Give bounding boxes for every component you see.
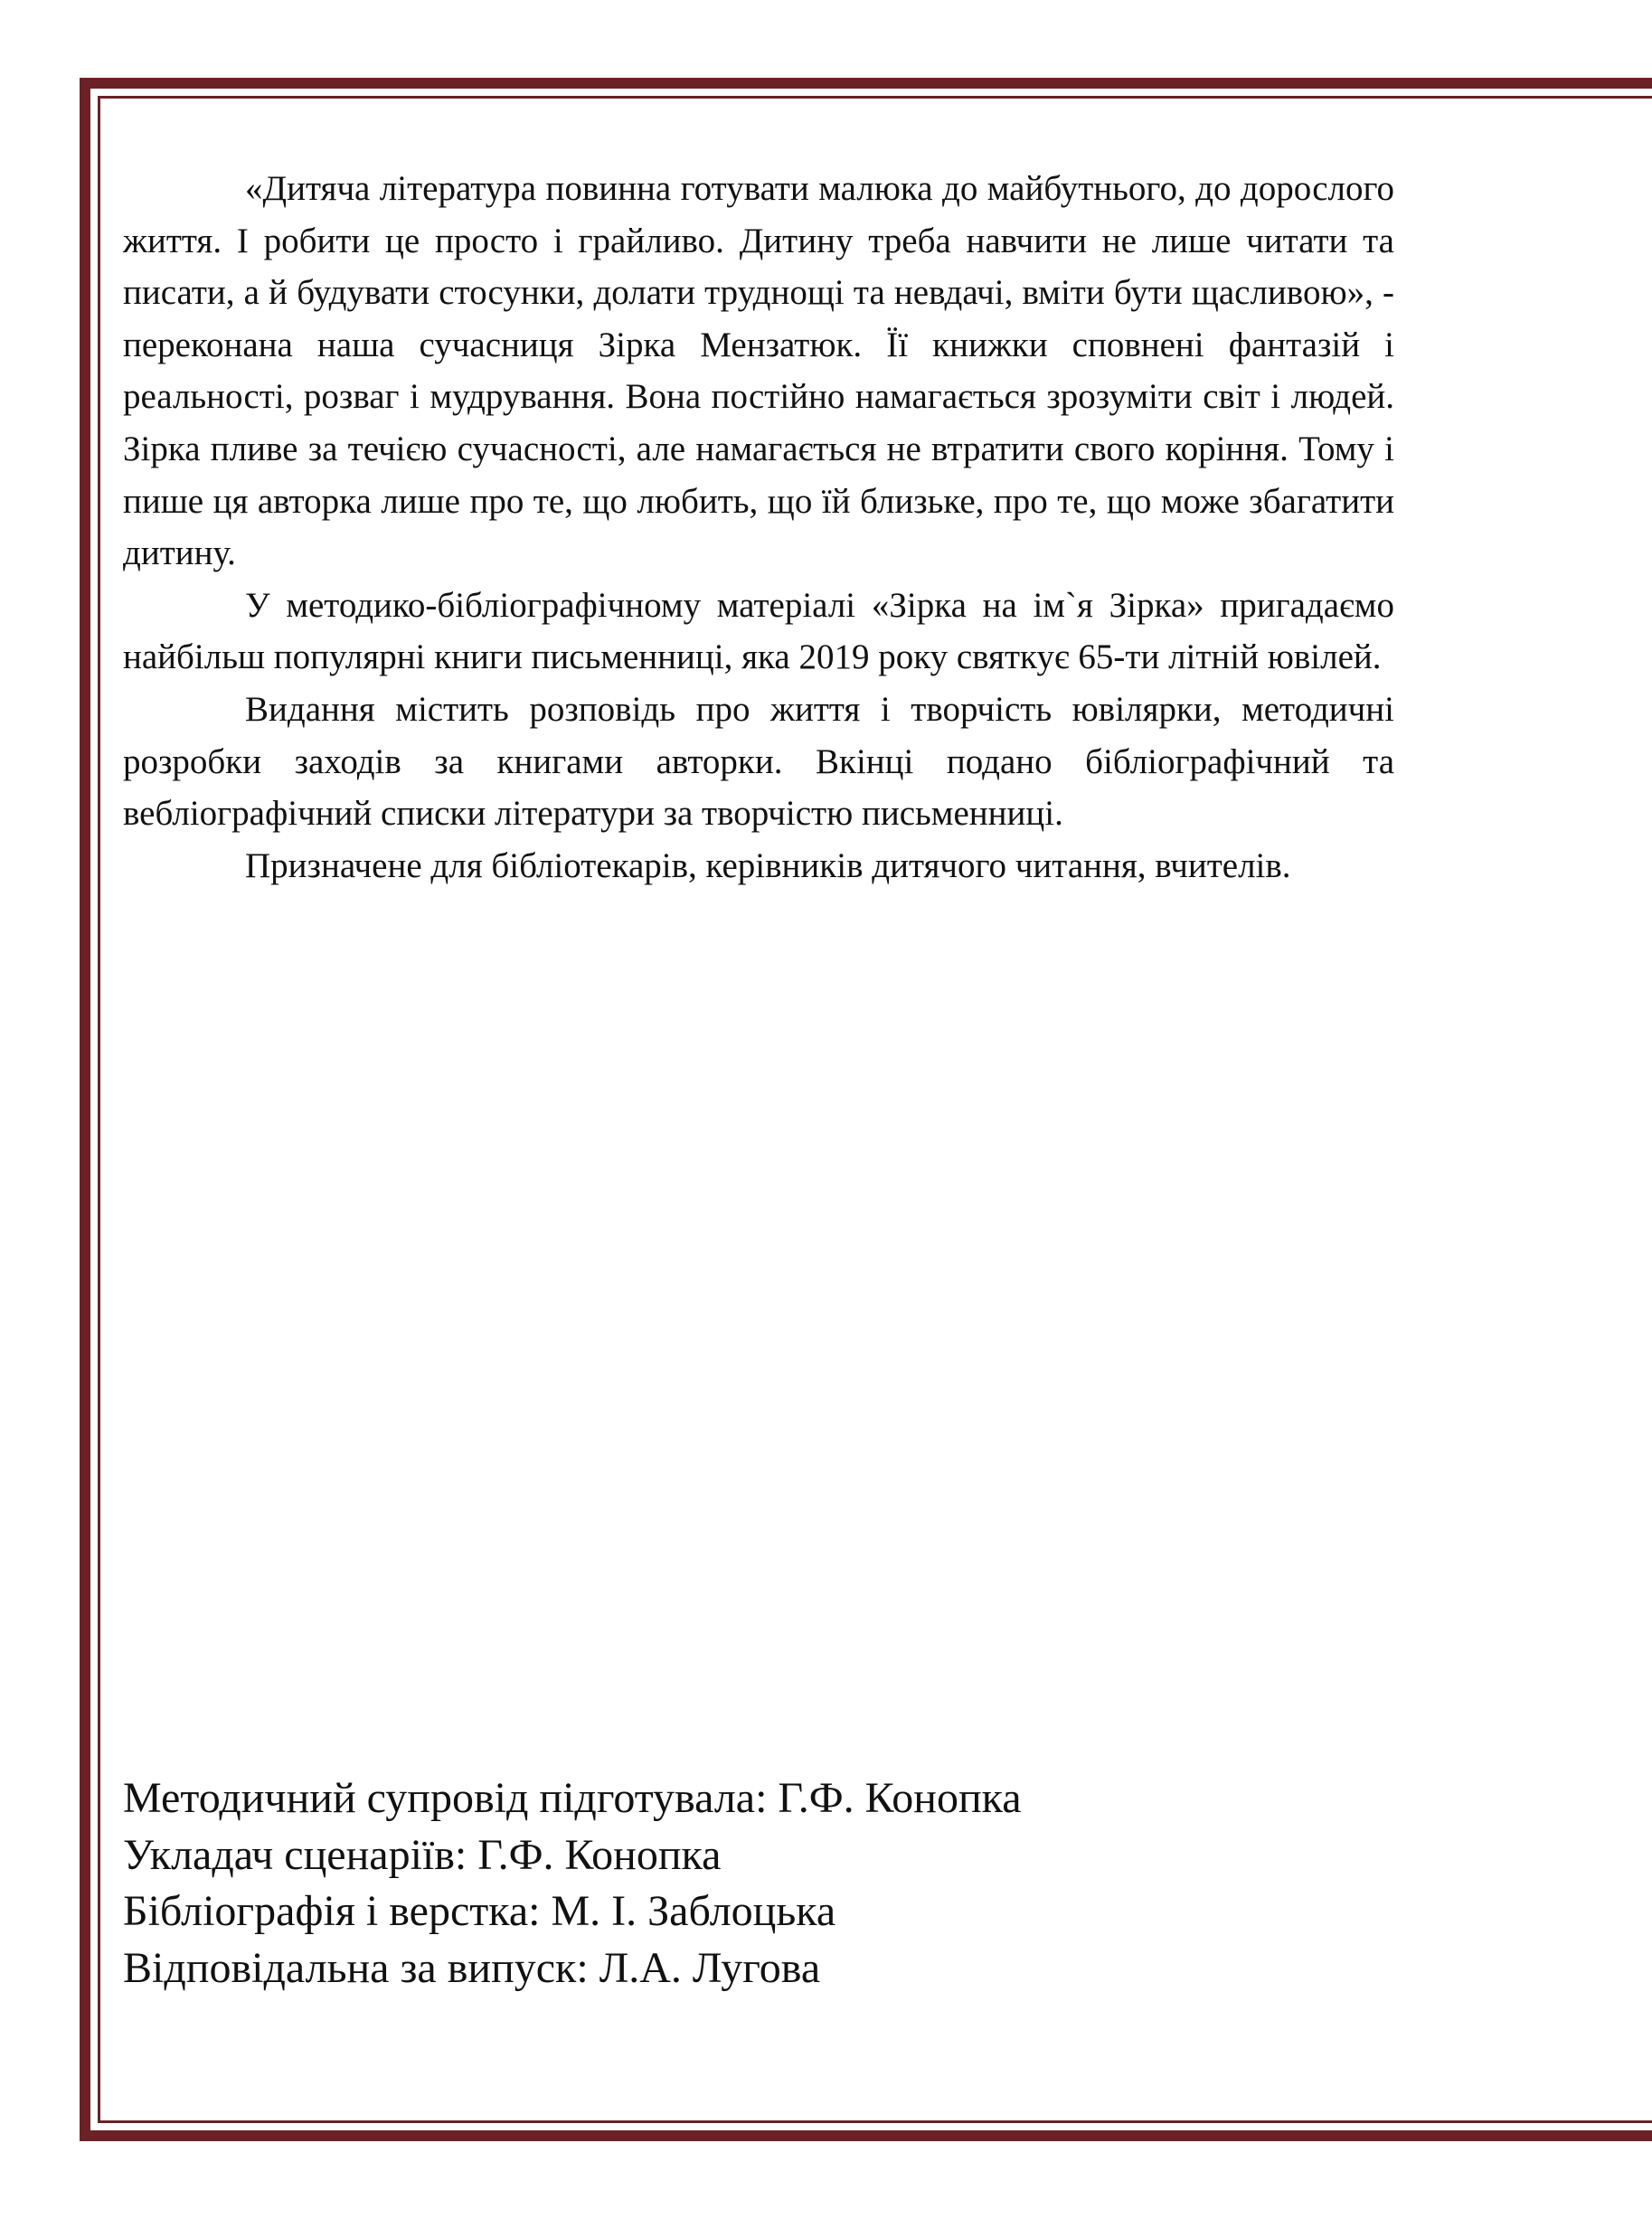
credit-methodical: Методичний супровід підготувала: Г.Ф. Конопка [123, 1774, 1022, 1822]
paragraph-contents: Видання містить розповідь про життя і творчість ювілярки, методичні розробки заходів за книгами авторки. Вкінці подано бібліографічний та вебліографічний списки літератури за творчістю письменниці. [123, 689, 1394, 834]
paragraph-quote: «Дитяча література повинна готувати малюка до майбутнього, до дорослого життя. І робити це просто і грайливо. Дитину треба навчити не лише читати та писати, а й будувати стосунки, долати труднощі та невдачі, вміти бути щасливою», - переконана наша сучасниця Зірка Мензатюк. Її книжки сповнені фантазій і реальності, розваг і мудрування. Вона постійно намагається зрозуміти світ і людей. Зірка пливе за течією сучасності, але намагається не втратити свого коріння. Тому і пише ця авторка лише про те, що любить, що їй близьке, про те, що може збагатити дитину. [123, 169, 1394, 573]
credits-block [123, 1770, 1479, 1997]
credit-bibliography: Бібліографія і верстка: М. І. Заблоцька [123, 1887, 836, 1935]
annotation-text [123, 163, 1394, 892]
paragraph-audience: Призначене для бібліотекарів, керівників дитячого читання, вчителів. [245, 845, 1291, 885]
credit-scenarios: Укладач сценаріїв: Г.Ф. Конопка [123, 1830, 722, 1879]
credit-responsible: Відповідальна за випуск: Л.А. Лугова [123, 1943, 821, 1992]
paragraph-material: У методико-бібліографічному матеріалі «Зірка на ім`я Зірка» пригадаємо найбільш популярні книги письменниці, яка 2019 року святкує 65-ти літній ювілей. [123, 585, 1394, 677]
